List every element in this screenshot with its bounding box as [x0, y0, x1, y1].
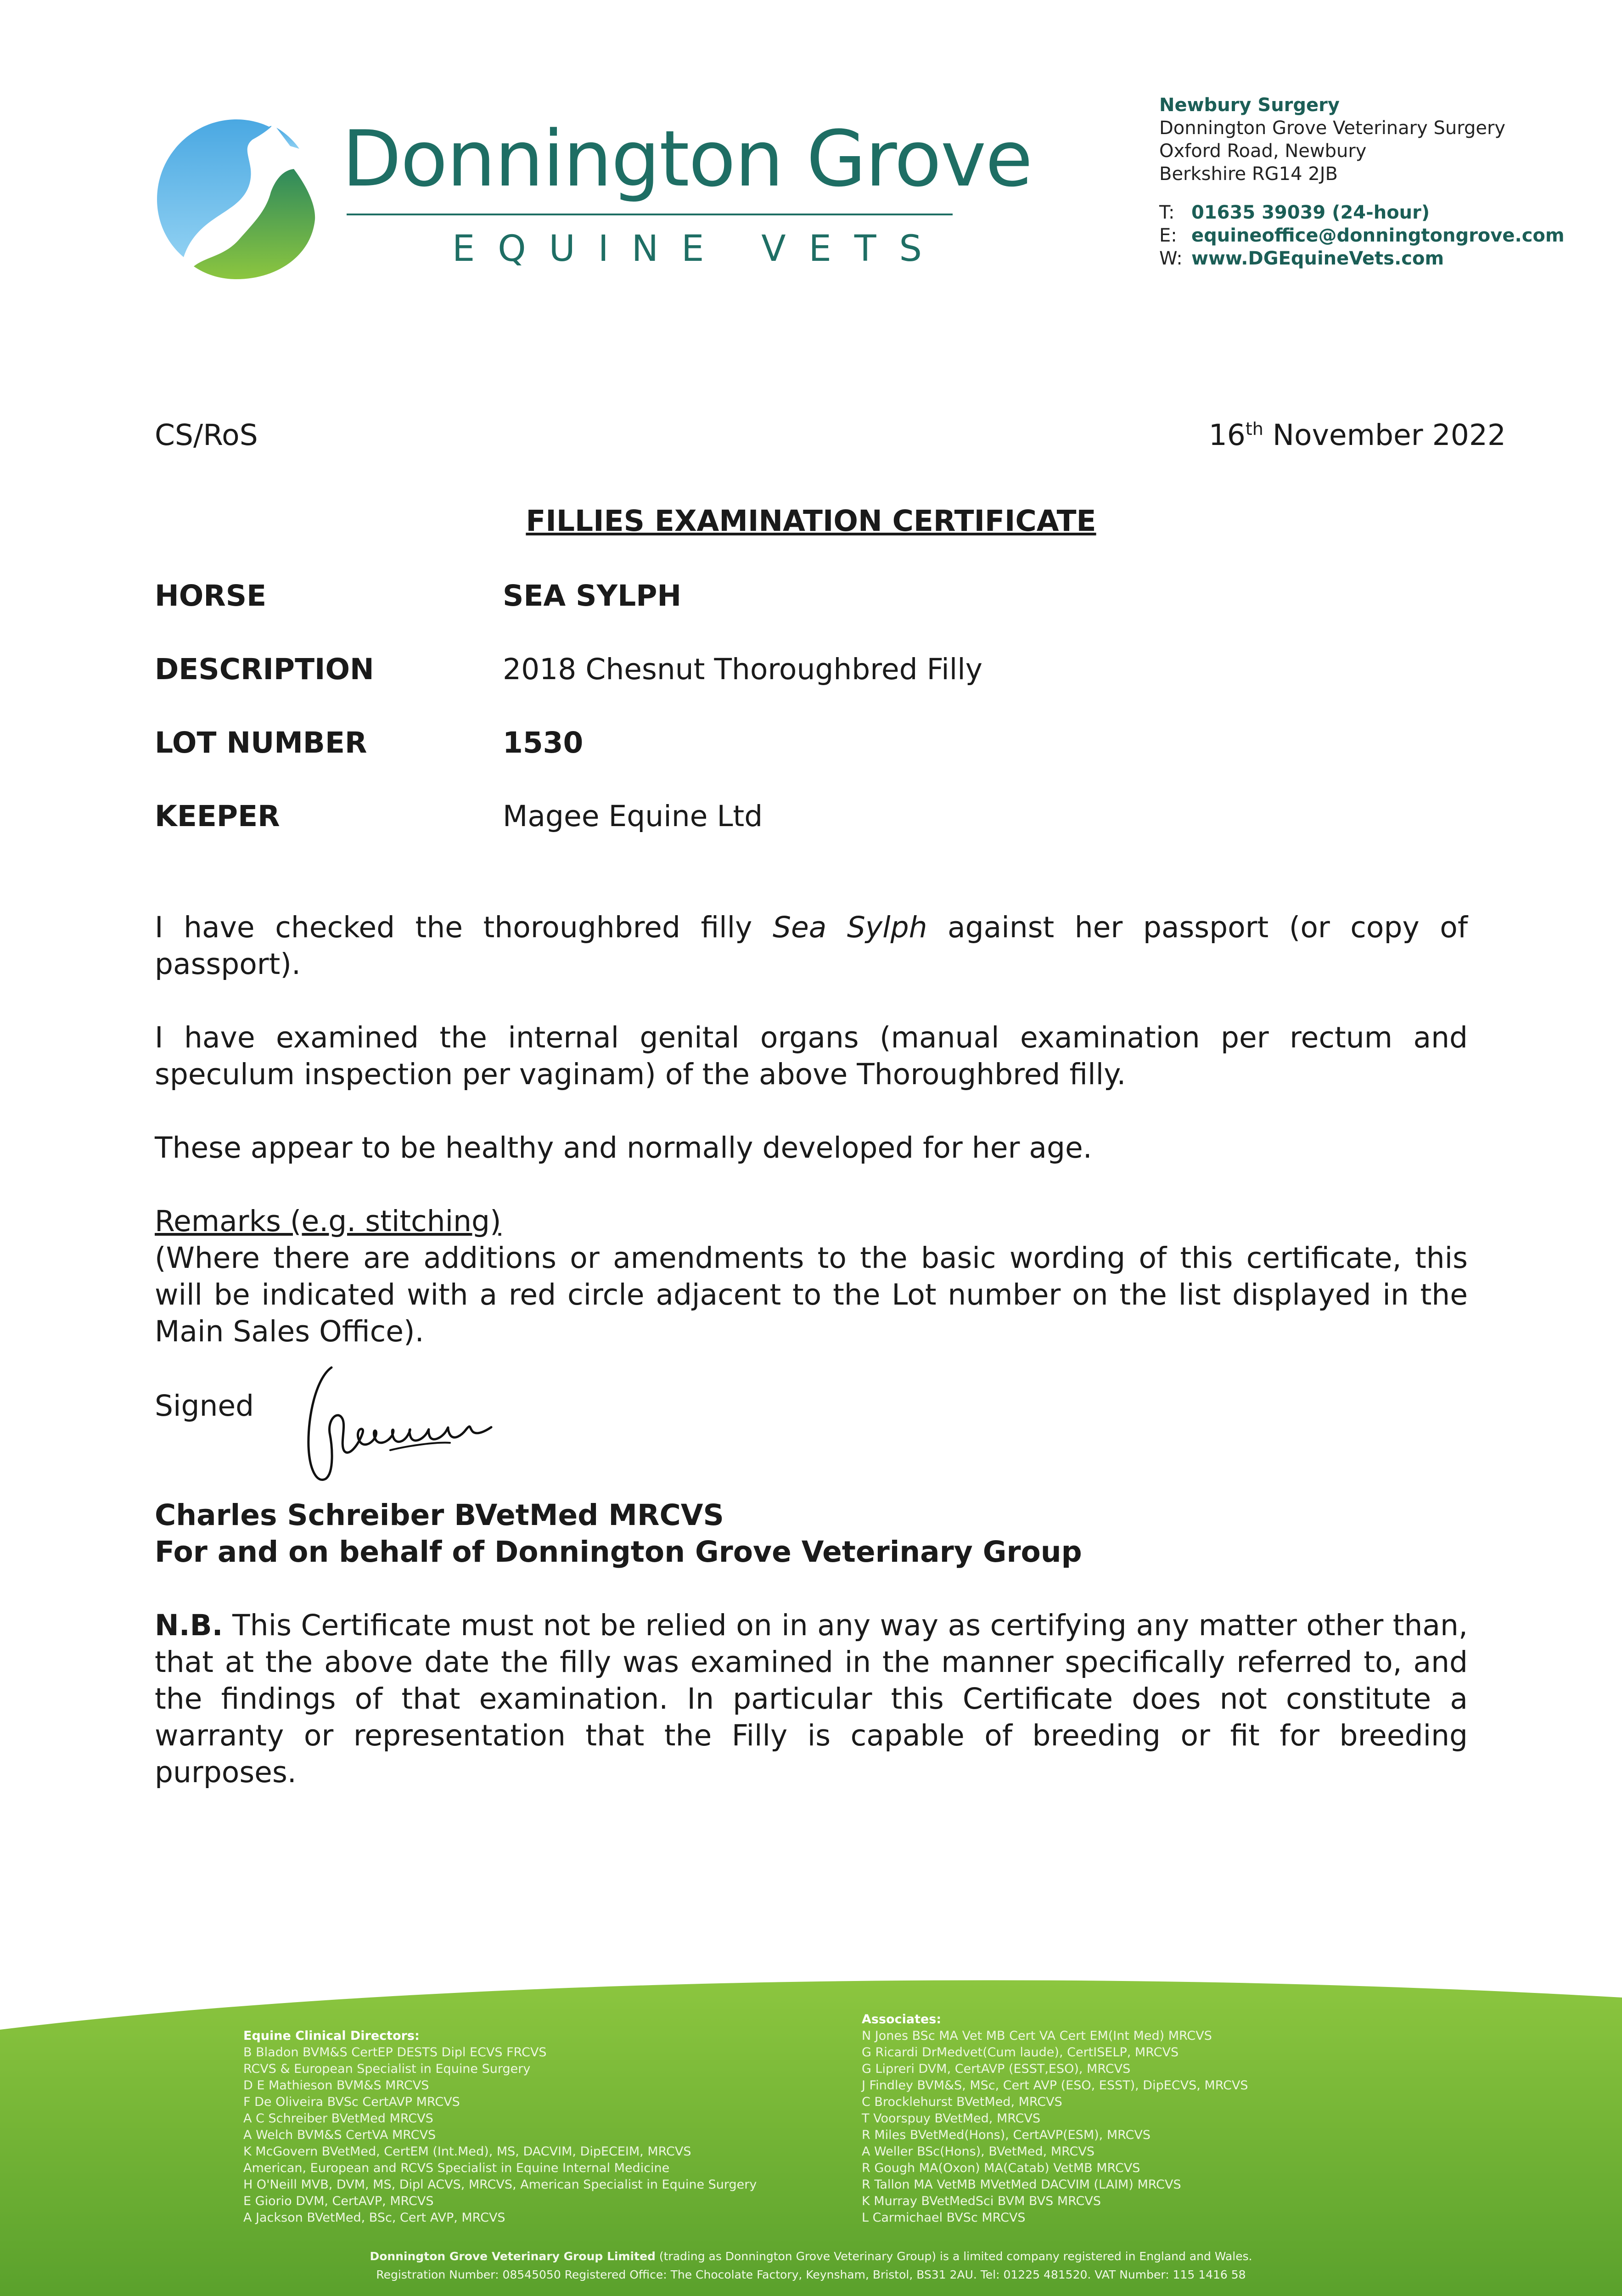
description-value: 2018 Chesnut Thoroughbred Filly	[503, 653, 983, 686]
director-line: K McGovern BVetMed, CertEM (Int.Med), MS, DACVIM, DipECEIM, MRCVS	[243, 2144, 691, 2159]
email-row	[1159, 224, 1565, 247]
description-label: DESCRIPTION	[155, 653, 374, 686]
certificate-title: FILLIES EXAMINATION CERTIFICATE	[526, 504, 1096, 538]
phone-row	[1159, 201, 1430, 224]
director-line: A Welch BVM&S CertVA MRCVS	[243, 2128, 436, 2142]
nb-label: N.B.	[155, 1609, 223, 1642]
p1-text: I have checked the thoroughbred filly	[155, 911, 773, 944]
associate-line: N Jones BSc MA Vet MB Cert VA Cert EM(Int Med) MRCVS	[862, 2029, 1212, 2043]
directors-heading: Equine Clinical Directors:	[243, 2029, 420, 2043]
horse-label: HORSE	[155, 579, 267, 613]
lot-value: 1530	[503, 726, 584, 760]
address-line: Oxford Road, Newbury	[1159, 141, 1367, 162]
director-line: D E Mathieson BVM&S MRCVS	[243, 2078, 429, 2093]
company-name: Donnington Grove Veterinary Group Limited	[370, 2250, 656, 2263]
associate-line: L Carmichael BVSc MRCVS	[862, 2211, 1026, 2225]
email-link[interactable]: equineoffice@donningtongrove.com	[1191, 225, 1565, 246]
director-line: F De Oliveira BVSc CertAVP MRCVS	[243, 2095, 460, 2109]
web-row	[1159, 247, 1444, 270]
p1-text-end: against her passport (or copy of passport).	[155, 911, 1468, 981]
keeper-value: Magee Equine Ltd	[503, 799, 763, 833]
associate-line: J Findley BVM&S, MSc, Cert AVP (ESO, ESST), DipECVS, MRCVS	[862, 2078, 1248, 2093]
director-line: B Bladon BVM&S CertEP DESTS Dipl ECVS FRCVS	[243, 2045, 547, 2060]
associate-line: R Tallon MA VetMB MVetMed DACVIM (LAIM) MRCVS	[862, 2178, 1181, 2192]
brand-subtitle: EQUINE VETS	[452, 228, 945, 270]
associate-line: R Gough MA(Oxon) MA(Catab) VetMB MRCVS	[862, 2161, 1140, 2175]
director-line: A C Schreiber BVetMed MRCVS	[243, 2111, 433, 2126]
address-line: Berkshire RG14 2JB	[1159, 163, 1338, 185]
reference: CS/RoS	[155, 418, 258, 452]
associate-line: G Ricardi DrMedvet(Cum laude), CertISELP, MRCVS	[862, 2045, 1179, 2060]
associate-line: A Weller BSc(Hons), BVetMed, MRCVS	[862, 2144, 1094, 2159]
remarks-text: (Where there are additions or amendments to the basic wording of this certificate, this will be indicated with a red circle adjacent to the Lot number on the list displayed in the Main Sales Office).	[155, 1241, 1468, 1348]
director-line: A Jackson BVetMed, BSc, Cert AVP, MRCVS	[243, 2211, 505, 2225]
nb-paragraph	[155, 1607, 1468, 1791]
phone-label: T:	[1159, 202, 1175, 223]
brand-divider	[347, 214, 953, 215]
associate-line: G Lipreri DVM, CertAVP (ESST,ESO), MRCVS	[862, 2062, 1131, 2076]
address-line: Donnington Grove Veterinary Surgery	[1159, 118, 1506, 139]
paragraph-examination: I have examined the internal genital organs (manual examination per rectum and speculum inspection per vaginam) of the above Thoroughbred filly.	[155, 1021, 1468, 1091]
web-label: W:	[1159, 248, 1183, 269]
horse-value: SEA SYLPH	[503, 579, 682, 613]
remarks-heading: Remarks (e.g. stitching)	[155, 1204, 501, 1238]
phone-link[interactable]: 01635 39039 (24-hour)	[1191, 202, 1430, 223]
on-behalf-line: For and on behalf of Donnington Grove Veterinary Group	[155, 1535, 1082, 1569]
registration-line: Registration Number: 08545050 Registered Office: The Chocolate Factory, Keynsham, Bristol, BS31 2AU. Tel: 01225 481520. VAT Number: 115 1416 58	[376, 2268, 1246, 2281]
nb-text: This Certificate must not be relied on in any way as certifying any matter other than, that at the above date the filly was examined in the manner specifically referred to, and the findings of that examination. In particular this Certificate does not constitute a warranty or representation that the Filly is capable of breeding or fit for breeding purposes.	[155, 1609, 1468, 1789]
lot-label: LOT NUMBER	[155, 726, 367, 760]
director-line: E Giorio DVM, CertAVP, MRCVS	[243, 2194, 434, 2208]
date-suffix: th	[1245, 419, 1263, 439]
web-link[interactable]: www.DGEquineVets.com	[1191, 248, 1444, 269]
director-line: H O'Neill MVB, DVM, MS, Dipl ACVS, MRCVS, American Specialist in Equine Surgery	[243, 2178, 757, 2192]
brand-name: Donnington Grove	[342, 114, 1032, 204]
company-text: (trading as Donnington Grove Veterinary Group) is a limited company registered in England and Wales.	[655, 2250, 1252, 2263]
associate-line: K Murray BVetMedSci BVM BVS MRCVS	[862, 2194, 1101, 2208]
associate-line: T Voorspuy BVetMed, MRCVS	[862, 2111, 1041, 2126]
associate-line: R Miles BVetMed(Hons), CertAVP(ESM), MRCVS	[862, 2128, 1151, 2142]
company-statement	[0, 2248, 1622, 2265]
signature-image	[298, 1364, 500, 1488]
horse-name-italic: Sea Sylph	[772, 911, 927, 944]
letter-date	[1209, 417, 1506, 454]
associate-line: C Brocklehurst BVetMed, MRCVS	[862, 2095, 1062, 2109]
signed-label: Signed	[155, 1389, 254, 1423]
email-label: E:	[1159, 225, 1177, 246]
keeper-label: KEEPER	[155, 799, 280, 833]
surgery-name: Newbury Surgery	[1159, 95, 1340, 116]
paragraph-passport-check	[155, 909, 1468, 983]
director-line: RCVS & European Specialist in Equine Surgery	[243, 2062, 531, 2076]
director-line: American, European and RCVS Specialist in Equine Internal Medicine	[243, 2161, 670, 2175]
date-day: 16	[1208, 418, 1246, 452]
associates-heading: Associates:	[862, 2012, 942, 2026]
logo-icon	[156, 118, 317, 280]
paragraph-findings: These appear to be healthy and normally developed for her age.	[155, 1131, 1092, 1165]
signatory-name: Charles Schreiber BVetMed MRCVS	[155, 1498, 724, 1532]
date-rest: November 2022	[1263, 418, 1506, 452]
